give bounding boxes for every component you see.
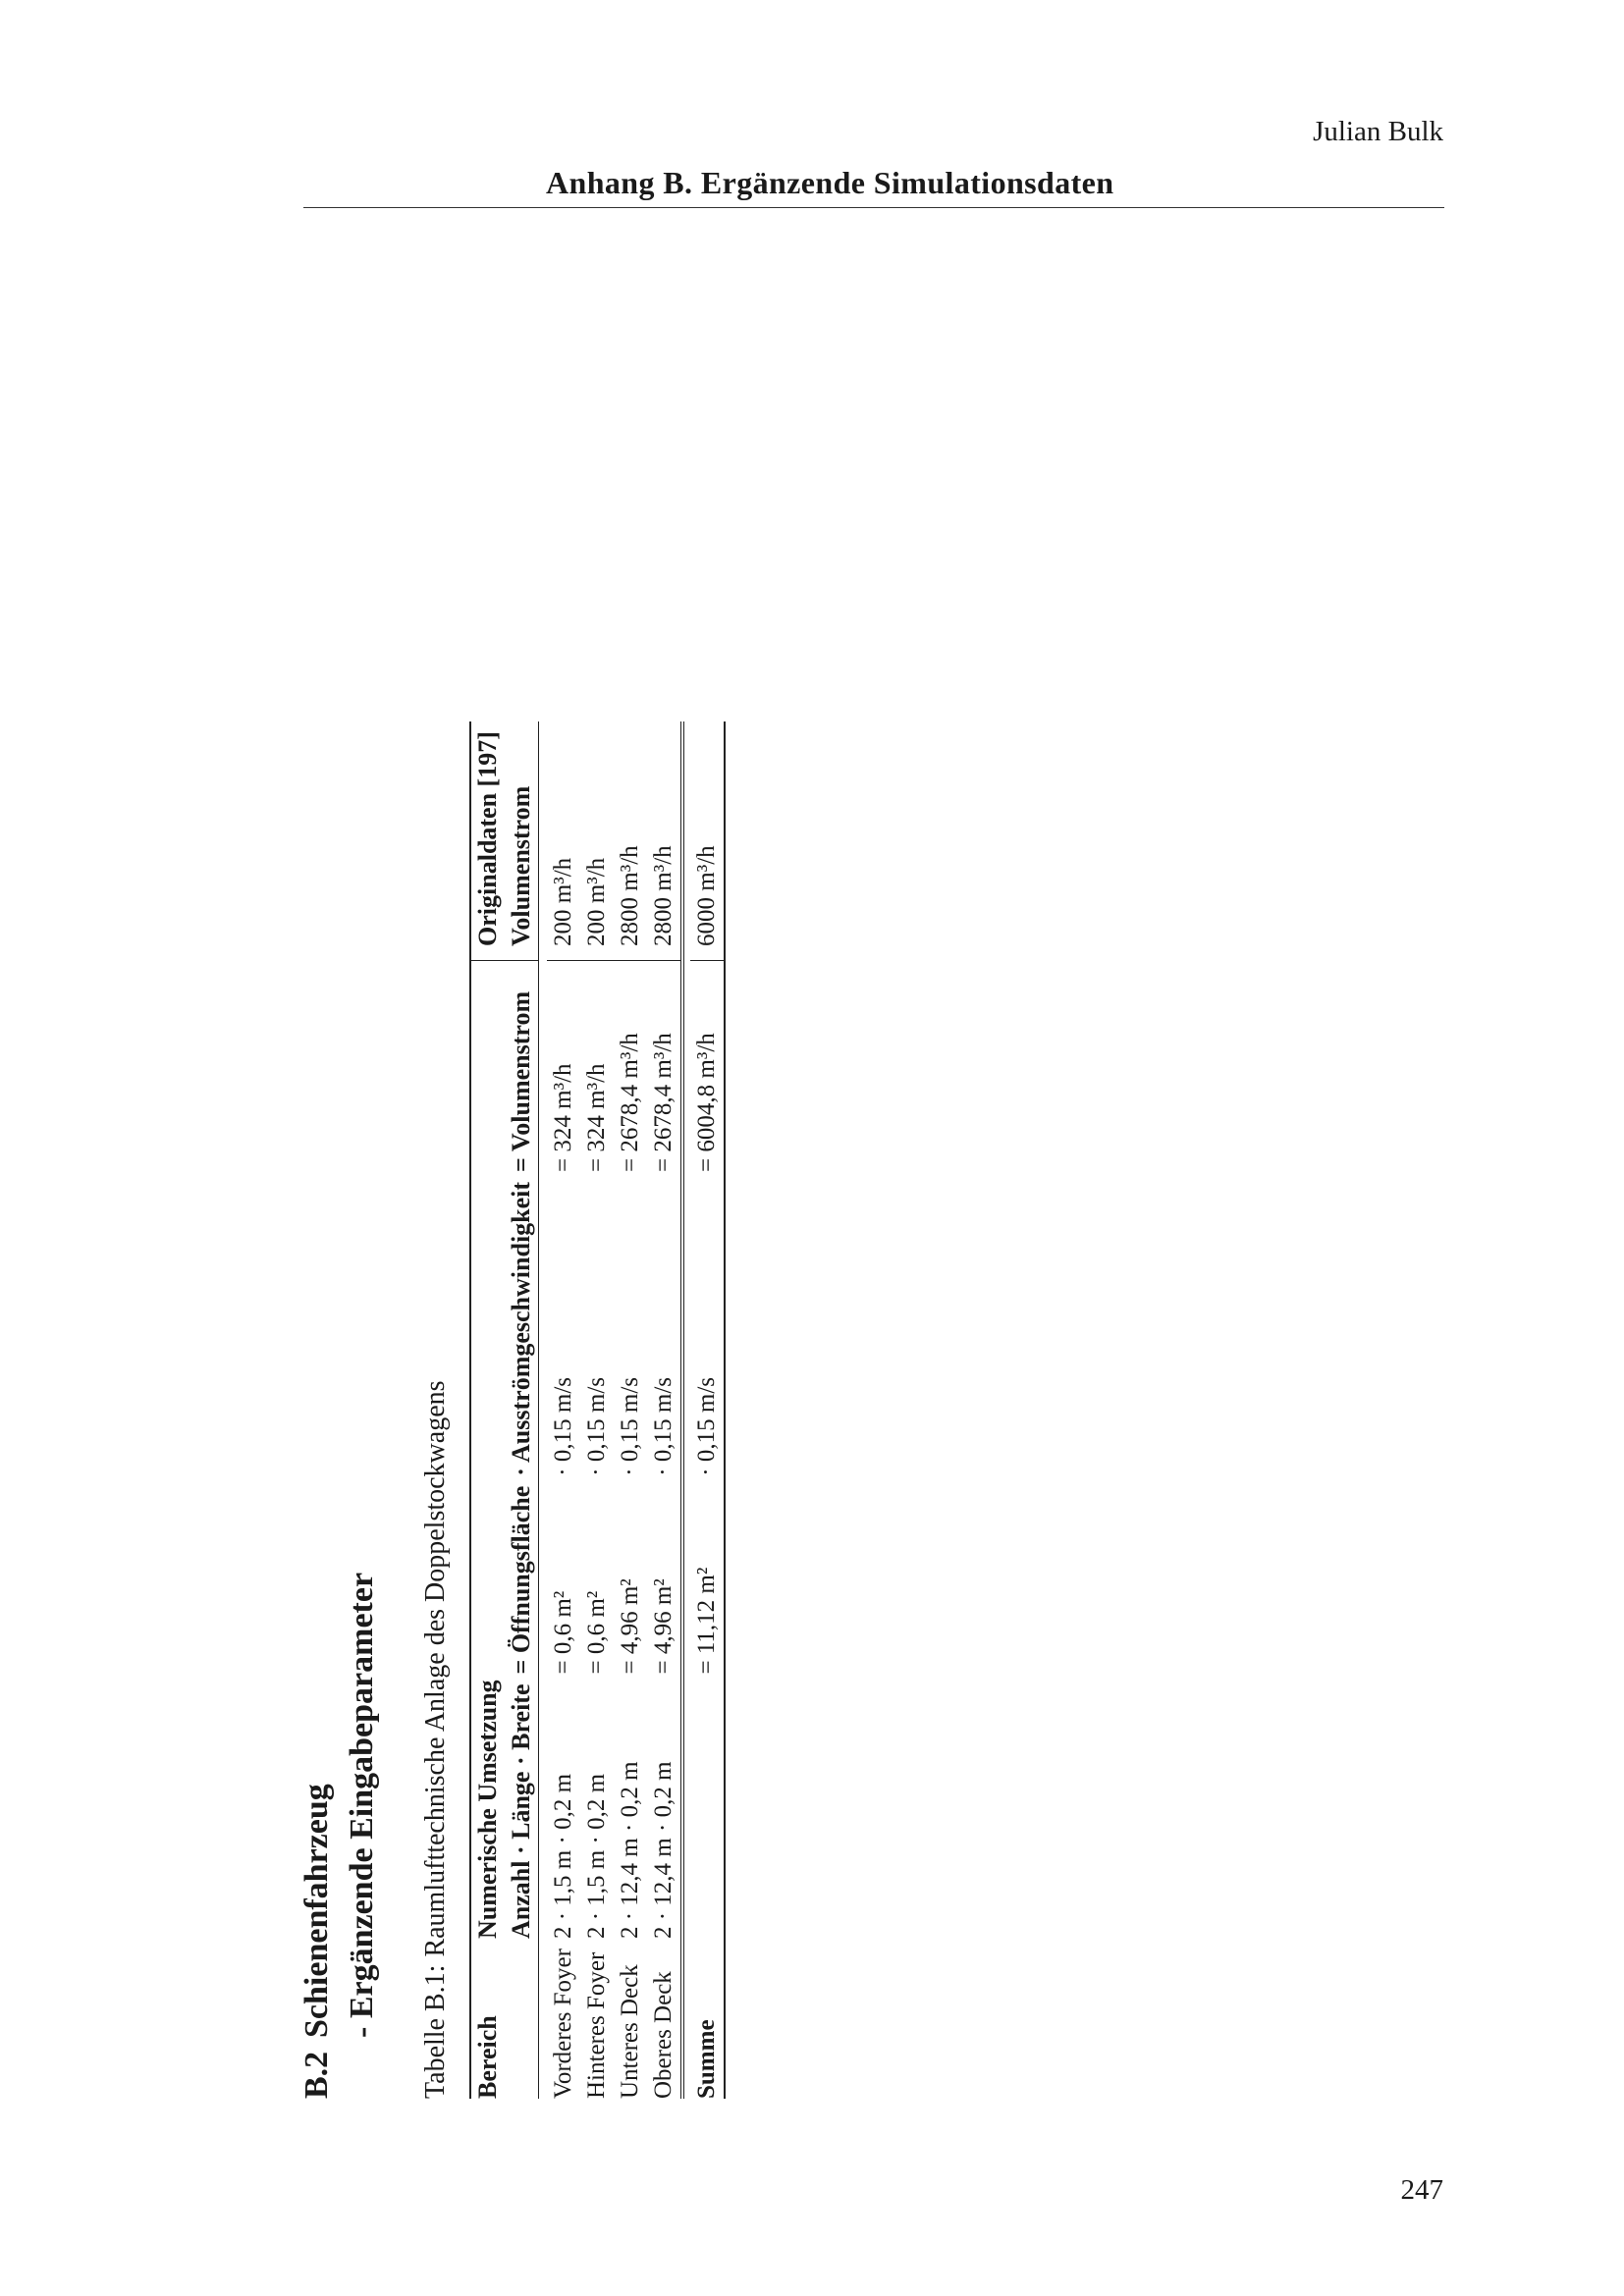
cell-dims: 2 · 12,4 m · 0,2 m (617, 1761, 643, 1940)
header-original: Originaldaten [197] (471, 721, 505, 960)
cell-sum-speed: · 0,15 m/s (693, 1377, 720, 1476)
cell-speed: · 0,15 m/s (550, 1377, 576, 1476)
table-row (547, 721, 580, 2099)
cell-area: Unteres Deck (617, 1964, 643, 2099)
ventilation-table (469, 721, 726, 2099)
cell-opening: = 4,96 m² (650, 1578, 677, 1675)
cell-speed: · 0,15 m/s (617, 1377, 643, 1476)
table-caption (420, 1380, 452, 2099)
cell-area: Oberes Deck (650, 1971, 677, 2099)
cell-dims: 2 · 1,5 m · 0,2 m (550, 1773, 576, 1940)
cell-area: Hinteres Foyer (583, 1951, 610, 2099)
cell-sum-opening: = 11,12 m² (693, 1567, 720, 1675)
cell-opening: = 0,6 m² (583, 1590, 610, 1675)
header-author: Julian Bulk (1313, 116, 1443, 147)
header-speed: · Ausströmgeschwindigkeit (507, 1181, 535, 1476)
section-heading (295, 1573, 385, 2099)
table-row (647, 721, 682, 2099)
table-header-row-1 (471, 721, 505, 2099)
header-numeric: Numerische Umsetzung (473, 1680, 502, 1940)
table-row (614, 721, 647, 2099)
cell-sum-flow: = 6004,8 m³/h (693, 1033, 720, 1172)
cell-dims: 2 · 1,5 m · 0,2 m (583, 1773, 610, 1940)
cell-flow: = 324 m³/h (583, 1063, 610, 1172)
section-title-line2: - Ergänzende Eingabeparameter (344, 1572, 380, 2038)
table-double-rule (682, 721, 690, 2099)
rotated-landscape-content (295, 273, 805, 2099)
header-chapter-title: Anhang B. Ergänzende Simulationsdaten (546, 165, 1114, 200)
cell-area: Vorderes Foyer (550, 1949, 576, 2099)
cell-flow: = 2678,4 m³/h (617, 1033, 643, 1172)
cell-sum-label: Summe (693, 2019, 720, 2099)
cell-sum-dims-blank (690, 1674, 725, 1939)
table-mid-rule (539, 721, 548, 2099)
table-sum-row (690, 721, 725, 2099)
cell-orig: 2800 m³/h (647, 721, 682, 960)
section-number: B.2 (298, 2051, 335, 2099)
cell-flow: = 2678,4 m³/h (650, 1033, 677, 1172)
cell-dims: 2 · 12,4 m · 0,2 m (650, 1761, 677, 1940)
page-number: 247 (1400, 2174, 1443, 2206)
header-flow: = Volumenstrom (507, 990, 535, 1172)
header-rule (303, 207, 1444, 208)
header-opening: = Öffnungsfläche (507, 1485, 535, 1675)
cell-speed: · 0,15 m/s (583, 1377, 610, 1476)
table-bottom-rule (725, 721, 726, 2099)
header-area-blank (505, 1939, 539, 2099)
table-row (580, 721, 614, 2099)
caption-text: Raumlufttechnische Anlage des Doppelstockwagens (420, 1380, 451, 1957)
caption-label: Tabelle B.1: (420, 1964, 451, 2099)
cell-orig: 200 m³/h (580, 721, 614, 960)
cell-orig: 2800 m³/h (614, 721, 647, 960)
cell-speed: · 0,15 m/s (650, 1377, 677, 1476)
cell-opening: = 4,96 m² (617, 1578, 643, 1675)
section-title-line1: Schienenfahrzeug (298, 1784, 335, 2038)
cell-flow: = 324 m³/h (550, 1063, 576, 1172)
cell-sum-orig: 6000 m³/h (690, 721, 725, 960)
cell-orig: 200 m³/h (547, 721, 580, 960)
header-orig-flow: Volumenstrom (505, 721, 539, 960)
header-dims: Anzahl · Länge · Breite (507, 1683, 535, 1940)
cell-opening: = 0,6 m² (550, 1590, 576, 1675)
table-header-row-2 (505, 721, 539, 2099)
header-area: Bereich (473, 2015, 502, 2099)
